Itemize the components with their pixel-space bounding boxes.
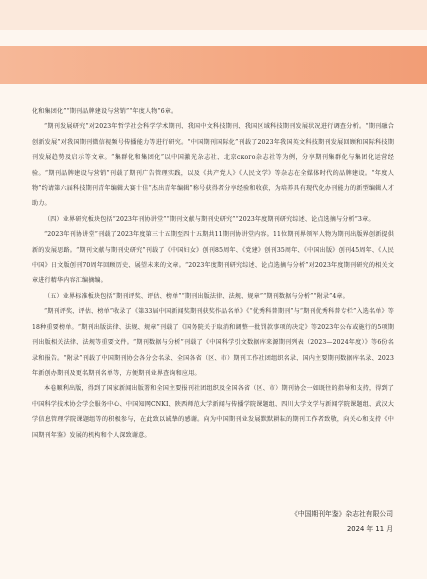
paragraph-standards-details: “期刊评奖、评估、榜单”收录了《第33届中国新闻奖期刊获奖作品名单》《“优秀科普期刊”与“期刊优秀科普专栏”入选名单》等18种重要榜单。“期刊出版法律、法规、规章”刊载了《国务院关于取消和调整一批罚款事项的决定》等2023年公布或施行的5项期刊出版相关法律、法规等重要文件。“期刊数据与分析”刊载了《中国科学引文数据库来源期刊列表（2023—2024年度）》等6份名录和报告。“附录”刊载了中国期刊协会各分会名录、全国各省（区、市）期刊工作社团组织名录、国内主要期刊数据库名录、2023年新创办期刊及更名期刊名单等，方便期刊业界查询和应用。 [32, 308, 394, 377]
paragraph-research-section: （四）业界研究板块包括“2023年刊协讲堂”“期刊文献与期刊史研究”“2023年度期刊研究综述、论点选摘与分析”3章。 [44, 215, 375, 223]
paragraph-research-details: “2023年刊协讲堂”刊载了2023年度第三十五期至四十五期共11期刊协讲堂内容。11位期刊界领军人物为期刊出版界创新提供新的发展思路。“期刊文献与期刊史研究”刊载了《中国妇女》创刊85周年、《党建》创刊35周年、《中国出版》创刊45周年、《人民中国》日文版创刊70周年回顾历史、展望未来的文章。“2023年度期刊研究综述、论点选摘与分析”对2023年度期刊研究的相关文章进行精华内容汇编摘编。 [32, 231, 394, 285]
top-decorative-band [0, 0, 427, 30]
signature-block [291, 507, 393, 537]
paragraph-acknowledgements: 本卷顺利出版，得到了国家新闻出版署和全国主要报刊社团组织及全国各省（区、市）期刊协会一如既往的指导和支持，得到了中国科学技术协会学会服务中心、中国知网CNKI、陕西师范大学新闻与传播学院课题组、四川大学文学与新闻学院课题组、武汉大学信息管理学院课题组等的积极参与，在此致以诚挚的感谢。向为中国期刊业发展默默耕耘的期刊工作者致敬，向关心和支持《中国期刊年鉴》发展的机构和个人深致谢意。 [32, 385, 394, 439]
publish-date: 2024 年 11 月 [346, 525, 393, 533]
paragraph-continuation: 化和集团化”“期刊品牌建设与营销”“年度人物”6章。 [32, 108, 178, 115]
paragraph-industry-development: “期刊发展研究”对2023年哲学社会科学学术期刊、我国中文科技期刊、我国区域科技期刊发展状况进行调查分析。“期刊融合创新发展”对我国期刊微信视频号传播能力等进行研究。“中国期刊国际化”刊载了2023年我国英文科技期刊发展回顾和国际科技期刊发展趋势及启示等文章。“集群化和集团化”以中国激光杂志社、北京ского杂志社等为例，分享期刊集群化与集团化运营经验。“期刊品牌建设与营销”刊载了期刊广告管理实践，以及《共产党人》《人民文学》等杂志在全媒体时代的品牌建设。“年度人物”约请第六届科技期刊青年编辑大赛十佳“杰出青年编辑”称号获得者分享经验和收获，为培养具有现代化办刊能力的新型编辑人才助力。 [32, 123, 394, 208]
publisher-name: 《中国期刊年鉴》杂志社有限公司 [291, 510, 393, 518]
paragraph-standards-section: （五）业界标准板块包括“期刊评奖、评估、榜单”“期刊出版法律、法规、规章”“期刊数据与分析”“附录”4章。 [44, 292, 349, 300]
header-accent-band [0, 46, 427, 84]
preface-body [32, 104, 394, 443]
